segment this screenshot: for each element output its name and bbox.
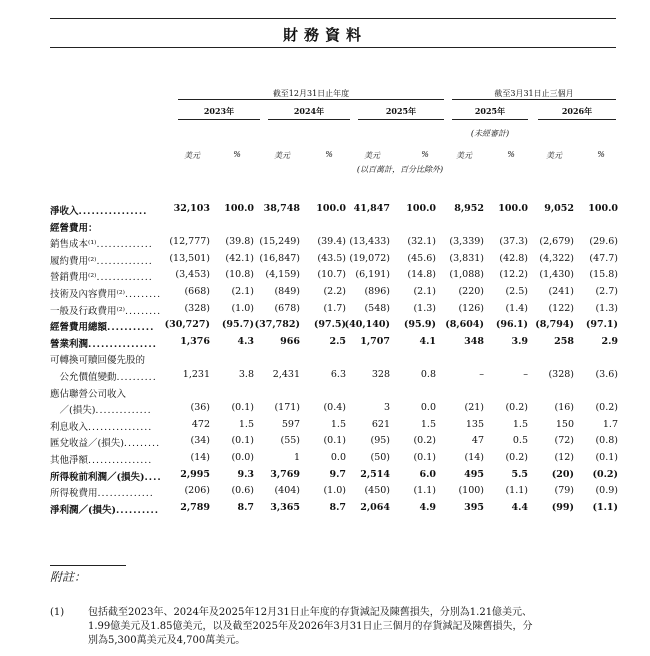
value-usd: (3,339) bbox=[449, 236, 484, 248]
value-usd: 2,995 bbox=[180, 468, 210, 480]
group-annual-rule bbox=[178, 99, 444, 100]
value-pct: (0.0) bbox=[231, 452, 254, 463]
leader-dots: ......... bbox=[124, 289, 162, 300]
row-label bbox=[50, 303, 161, 317]
unit-usd: 美元 bbox=[546, 151, 562, 160]
value-usd: (16,847) bbox=[259, 252, 300, 264]
value-usd: (55) bbox=[280, 435, 300, 447]
row-label bbox=[50, 269, 153, 283]
table-row bbox=[50, 302, 630, 318]
value-pct: (1.1) bbox=[505, 485, 528, 497]
row-label-text: 經營費用總額 bbox=[50, 322, 108, 334]
row-label bbox=[50, 220, 98, 234]
title-rule bbox=[50, 47, 616, 48]
leader-dots: ................ bbox=[88, 421, 153, 433]
value-pct: 100.0 bbox=[498, 203, 528, 214]
row-label-text: 所得稅前利潤／(損失) bbox=[50, 471, 145, 483]
value-usd: (50) bbox=[370, 452, 390, 463]
value-usd: (4,322) bbox=[539, 252, 574, 264]
value-usd: (668) bbox=[184, 286, 210, 297]
group-quarter-label: 截至3月31日止三個月 bbox=[494, 89, 574, 98]
leader-dots: .............. bbox=[96, 255, 153, 267]
value-pct: (0.2) bbox=[592, 468, 618, 480]
value-pct: (0.1) bbox=[413, 452, 436, 463]
value-usd: (241) bbox=[548, 286, 574, 297]
value-pct: (96.1) bbox=[495, 319, 528, 331]
table-row bbox=[50, 451, 630, 467]
note-line: 別為5,300萬美元及4,700萬美元。 bbox=[88, 635, 246, 646]
unit-note: (以百萬計，百分比除外) bbox=[356, 165, 444, 174]
table-row bbox=[50, 268, 630, 284]
value-pct: 1.5 bbox=[238, 418, 254, 430]
leader-dots: ......... bbox=[124, 305, 162, 317]
notes-rule bbox=[50, 565, 126, 566]
note-line: 1.99億美元及1.85億美元，以及截至2025年及2026年3月31日止三個月的存貨減記及陳舊損失，分 bbox=[88, 621, 533, 632]
group-annual-label: 截至12月31日止年度 bbox=[272, 89, 350, 98]
row-label-text: 淨收入 bbox=[50, 206, 79, 217]
value-usd: (328) bbox=[184, 302, 210, 314]
value-usd: (20) bbox=[551, 468, 574, 480]
row-label-text: 公允價值變動 bbox=[50, 372, 117, 383]
value-usd: (37,782) bbox=[254, 319, 300, 331]
value-usd: 472 bbox=[191, 418, 210, 430]
row-label-text: 銷售成本⁽¹⁾ bbox=[50, 239, 97, 251]
row-label bbox=[50, 502, 159, 516]
value-usd: (896) bbox=[364, 286, 390, 297]
unit-usd: 美元 bbox=[184, 151, 200, 160]
year-rule bbox=[538, 119, 616, 120]
value-usd: (8,604) bbox=[445, 319, 484, 331]
value-pct: 0.0 bbox=[330, 452, 346, 463]
value-usd: (99) bbox=[551, 501, 574, 513]
unit-pct: % bbox=[597, 150, 605, 159]
row-label-text: 利息收入 bbox=[50, 421, 89, 433]
group-quarter-rule bbox=[452, 99, 616, 100]
value-usd: (72) bbox=[554, 435, 574, 447]
row-label-text: 履約費用⁽²⁾ bbox=[50, 255, 97, 267]
leader-dots: .............. bbox=[96, 272, 153, 284]
page-title: 財務資料 bbox=[282, 26, 367, 44]
value-usd: 966 bbox=[280, 335, 300, 347]
table-row bbox=[50, 285, 630, 301]
value-pct: (1.4) bbox=[505, 302, 528, 314]
value-pct: 4.3 bbox=[237, 335, 254, 347]
value-usd: (4,159) bbox=[265, 269, 300, 281]
note-line: 包括截至2023年、2024年及2025年12月31日止年度的存貨減記及陳舊損失，分別為1.21億美元、 bbox=[88, 607, 533, 618]
year-rule bbox=[178, 119, 260, 120]
leader-dots: .............. bbox=[95, 405, 152, 417]
value-pct: (0.1) bbox=[323, 435, 346, 447]
unit-pct: % bbox=[421, 150, 429, 159]
value-usd: (12) bbox=[554, 452, 574, 463]
leader-dots: .......... bbox=[116, 504, 160, 516]
value-pct: (1.7) bbox=[323, 302, 346, 314]
value-pct: (12.2) bbox=[499, 269, 528, 281]
value-usd: (13,433) bbox=[349, 236, 390, 248]
value-pct: 8.7 bbox=[329, 501, 346, 513]
leader-dots: .... bbox=[144, 471, 162, 483]
leader-dots: .............. bbox=[97, 488, 154, 500]
value-usd: (19,072) bbox=[349, 252, 390, 264]
value-pct: (10.8) bbox=[225, 269, 254, 281]
row-label bbox=[50, 369, 157, 383]
year-2025: 2025年 bbox=[385, 106, 417, 116]
value-usd: (126) bbox=[458, 302, 484, 314]
value-usd: (2,679) bbox=[539, 236, 574, 248]
value-pct: 9.3 bbox=[237, 468, 254, 480]
row-label bbox=[50, 286, 161, 300]
value-pct: (95.7) bbox=[221, 319, 254, 331]
value-pct: (10.7) bbox=[317, 269, 346, 281]
value-pct: (0.2) bbox=[505, 452, 528, 463]
year-2026-q: 2026年 bbox=[561, 106, 593, 116]
value-pct: (29.6) bbox=[589, 236, 618, 248]
row-label bbox=[50, 319, 154, 333]
unit-pct: % bbox=[325, 150, 333, 159]
table-row bbox=[50, 418, 630, 434]
row-label bbox=[50, 203, 147, 217]
note-marker: (1) bbox=[50, 607, 65, 618]
value-pct: 0.8 bbox=[420, 369, 436, 380]
year-rule bbox=[452, 119, 528, 120]
value-pct: (0.2) bbox=[595, 402, 618, 414]
value-pct: 2.5 bbox=[329, 335, 346, 347]
value-pct: (1.1) bbox=[592, 501, 618, 513]
value-pct: (2.5) bbox=[505, 286, 528, 297]
value-usd: 3 bbox=[383, 402, 390, 414]
value-usd: 2,064 bbox=[360, 501, 390, 513]
value-usd: 32,103 bbox=[173, 203, 210, 214]
row-label bbox=[50, 402, 152, 416]
value-usd: 1 bbox=[293, 452, 300, 463]
value-usd: (328) bbox=[548, 369, 574, 380]
table-row bbox=[50, 235, 630, 251]
value-pct: (1.3) bbox=[595, 302, 618, 314]
row-label-text: 應佔聯營公司收入 bbox=[50, 388, 127, 400]
row-label bbox=[50, 452, 152, 466]
value-pct: (2.1) bbox=[231, 286, 254, 297]
value-pct: 1.5 bbox=[330, 418, 346, 430]
value-usd: 47 bbox=[471, 435, 484, 447]
value-pct: (1.0) bbox=[323, 485, 346, 497]
value-pct: (39.4) bbox=[317, 236, 346, 248]
leader-dots: .......... bbox=[116, 372, 157, 383]
value-pct: 4.4 bbox=[511, 501, 528, 513]
value-pct: (1.3) bbox=[413, 302, 436, 314]
unit-usd: 美元 bbox=[456, 151, 472, 160]
unaudited-label: (未經審計) bbox=[470, 129, 510, 138]
table-row bbox=[50, 335, 630, 351]
value-pct: (37.3) bbox=[499, 236, 528, 248]
table-row bbox=[50, 368, 630, 384]
table-row bbox=[50, 468, 630, 484]
value-pct: – bbox=[523, 369, 528, 380]
row-label-text: 一般及行政費用⁽²⁾ bbox=[50, 305, 125, 317]
value-pct: 100.0 bbox=[224, 203, 254, 214]
value-pct: 4.9 bbox=[419, 501, 436, 513]
value-pct: 3.8 bbox=[238, 369, 254, 380]
leader-dots: ................ bbox=[78, 206, 148, 217]
table-row bbox=[50, 202, 630, 218]
value-usd: (450) bbox=[364, 485, 390, 497]
row-label bbox=[50, 435, 160, 449]
value-usd: 1,707 bbox=[360, 335, 390, 347]
value-usd: 38,748 bbox=[263, 203, 300, 214]
unit-pct: % bbox=[507, 150, 515, 159]
year-rule bbox=[358, 119, 444, 120]
value-usd: (21) bbox=[464, 402, 484, 414]
value-usd: 395 bbox=[464, 501, 484, 513]
row-label-text: 淨利潤／(損失) bbox=[50, 504, 116, 516]
value-pct: 8.7 bbox=[237, 501, 254, 513]
top-rule bbox=[50, 18, 616, 19]
row-label bbox=[50, 352, 145, 366]
value-usd: (100) bbox=[458, 485, 484, 497]
value-pct: 1.7 bbox=[602, 418, 618, 430]
row-label-text: 營銷費用⁽²⁾ bbox=[50, 272, 97, 284]
value-pct: (95.9) bbox=[403, 319, 436, 331]
row-label bbox=[50, 469, 162, 483]
value-usd: (15,249) bbox=[259, 236, 300, 248]
value-usd: (122) bbox=[548, 302, 574, 314]
value-usd: 9,052 bbox=[544, 203, 574, 214]
value-usd: (16) bbox=[554, 402, 574, 414]
value-pct: (0.9) bbox=[595, 485, 618, 497]
value-usd: (13,501) bbox=[169, 252, 210, 264]
table-row bbox=[50, 385, 630, 401]
value-pct: 100.0 bbox=[316, 203, 346, 214]
value-pct: 5.5 bbox=[511, 468, 528, 480]
value-pct: 100.0 bbox=[406, 203, 436, 214]
year-2023: 2023年 bbox=[203, 106, 235, 116]
row-label-text: 經營費用： bbox=[50, 222, 98, 234]
value-pct: (43.5) bbox=[317, 252, 346, 264]
notes-heading: 附註： bbox=[50, 570, 87, 584]
row-label-text: 其他淨額 bbox=[50, 455, 89, 466]
value-pct: (3.6) bbox=[595, 369, 618, 380]
note-text bbox=[88, 606, 618, 648]
row-label-text: ／(損失) bbox=[50, 405, 96, 417]
value-usd: (12,777) bbox=[169, 236, 210, 248]
table-row bbox=[50, 219, 630, 235]
value-usd: (8,794) bbox=[535, 319, 574, 331]
value-pct: (1.0) bbox=[231, 302, 254, 314]
value-usd: (404) bbox=[274, 485, 300, 497]
value-usd: (3,831) bbox=[449, 252, 484, 264]
row-label-text: 可轉換可贖回優先股的 bbox=[50, 355, 146, 367]
value-usd: (3,453) bbox=[175, 269, 210, 281]
year-2025-q: 2025年 bbox=[474, 106, 506, 116]
value-usd: (95) bbox=[370, 435, 390, 447]
leader-dots: ......... bbox=[123, 438, 161, 450]
value-usd: 135 bbox=[465, 418, 484, 430]
row-label bbox=[50, 236, 153, 250]
value-pct: 2.9 bbox=[601, 335, 618, 347]
value-usd: – bbox=[479, 369, 484, 380]
value-pct: 0.0 bbox=[420, 402, 436, 414]
value-usd: 621 bbox=[371, 418, 390, 430]
value-pct: (14.8) bbox=[407, 269, 436, 281]
value-pct: 6.0 bbox=[419, 468, 436, 480]
value-usd: 41,847 bbox=[353, 203, 390, 214]
value-usd: (548) bbox=[364, 302, 390, 314]
row-label bbox=[50, 336, 157, 350]
table-row bbox=[50, 351, 630, 367]
value-pct: (0.6) bbox=[231, 485, 254, 497]
value-usd: 495 bbox=[464, 468, 484, 480]
row-label-text: 營業利潤 bbox=[50, 338, 89, 350]
leader-dots: ........... bbox=[107, 322, 155, 334]
value-pct: (45.6) bbox=[407, 252, 436, 264]
leader-dots: .............. bbox=[96, 239, 153, 251]
value-usd: 150 bbox=[555, 418, 574, 430]
unit-usd: 美元 bbox=[274, 151, 290, 160]
value-pct: (0.1) bbox=[595, 452, 618, 463]
value-usd: 328 bbox=[371, 369, 390, 380]
value-pct: (2.1) bbox=[413, 286, 436, 297]
value-pct: (15.8) bbox=[589, 269, 618, 281]
value-pct: 1.5 bbox=[512, 418, 528, 430]
value-usd: (34) bbox=[190, 435, 210, 447]
row-label-text: 匯兌收益／(損失) bbox=[50, 438, 124, 450]
value-usd: (678) bbox=[274, 302, 300, 314]
value-pct: (47.7) bbox=[589, 252, 618, 264]
value-usd: (220) bbox=[458, 286, 484, 297]
value-pct: (2.7) bbox=[595, 286, 618, 297]
table-row bbox=[50, 318, 630, 334]
value-usd: 1,376 bbox=[180, 335, 210, 347]
leader-dots: ................ bbox=[88, 338, 157, 350]
year-2024: 2024年 bbox=[293, 106, 325, 116]
row-label bbox=[50, 485, 154, 499]
value-pct: (0.2) bbox=[505, 402, 528, 414]
leader-dots: ................ bbox=[88, 455, 153, 466]
row-label bbox=[50, 253, 153, 267]
value-pct: (97.1) bbox=[585, 319, 618, 331]
year-rule bbox=[268, 119, 350, 120]
row-label bbox=[50, 419, 152, 433]
value-pct: 0.5 bbox=[512, 435, 528, 447]
value-usd: 258 bbox=[554, 335, 574, 347]
value-usd: 2,789 bbox=[180, 501, 210, 513]
value-pct: 1.5 bbox=[420, 418, 436, 430]
value-usd: 3,365 bbox=[270, 501, 300, 513]
value-pct: (39.8) bbox=[225, 236, 254, 248]
unit-pct: % bbox=[233, 150, 241, 159]
value-usd: 3,769 bbox=[270, 468, 300, 480]
value-pct: 100.0 bbox=[588, 203, 618, 214]
value-usd: 348 bbox=[464, 335, 484, 347]
table-row bbox=[50, 501, 630, 517]
value-usd: (79) bbox=[554, 485, 574, 497]
table-row bbox=[50, 484, 630, 500]
value-pct: (2.2) bbox=[323, 286, 346, 297]
value-pct: (0.8) bbox=[595, 435, 618, 447]
unit-usd: 美元 bbox=[364, 151, 380, 160]
value-pct: (42.8) bbox=[499, 252, 528, 264]
value-usd: (171) bbox=[274, 402, 300, 414]
value-pct: (32.1) bbox=[407, 236, 436, 248]
value-pct: (1.1) bbox=[413, 485, 436, 497]
value-usd: 2,514 bbox=[360, 468, 390, 480]
value-usd: (14) bbox=[190, 452, 210, 463]
value-usd: (6,191) bbox=[355, 269, 390, 281]
value-pct: (0.1) bbox=[231, 402, 254, 414]
value-usd: 1,231 bbox=[182, 369, 210, 380]
row-label bbox=[50, 386, 126, 400]
value-pct: 4.1 bbox=[419, 335, 436, 347]
value-usd: (40,140) bbox=[344, 319, 390, 331]
value-usd: 597 bbox=[281, 418, 300, 430]
value-pct: (0.4) bbox=[323, 402, 346, 414]
value-pct: (0.2) bbox=[413, 435, 436, 447]
value-usd: (36) bbox=[190, 402, 210, 414]
value-pct: 9.7 bbox=[329, 468, 346, 480]
value-pct: 6.3 bbox=[330, 369, 346, 380]
table-row bbox=[50, 434, 630, 450]
value-usd: (1,430) bbox=[539, 269, 574, 281]
row-label-text: 所得稅費用 bbox=[50, 488, 98, 500]
value-pct: (97.5) bbox=[313, 319, 346, 331]
value-pct: 3.9 bbox=[511, 335, 528, 347]
value-usd: (30,727) bbox=[164, 319, 210, 331]
value-usd: (206) bbox=[184, 485, 210, 497]
value-usd: 2,431 bbox=[272, 369, 300, 380]
value-usd: 8,952 bbox=[454, 203, 484, 214]
value-usd: (1,088) bbox=[449, 269, 484, 281]
value-usd: (14) bbox=[464, 452, 484, 463]
row-label-text: 技術及內容費用⁽²⁾ bbox=[50, 289, 125, 300]
table-row bbox=[50, 401, 630, 417]
value-pct: (0.1) bbox=[231, 435, 254, 447]
value-pct: (42.1) bbox=[225, 252, 254, 264]
table-row bbox=[50, 252, 630, 268]
value-usd: (849) bbox=[274, 286, 300, 297]
